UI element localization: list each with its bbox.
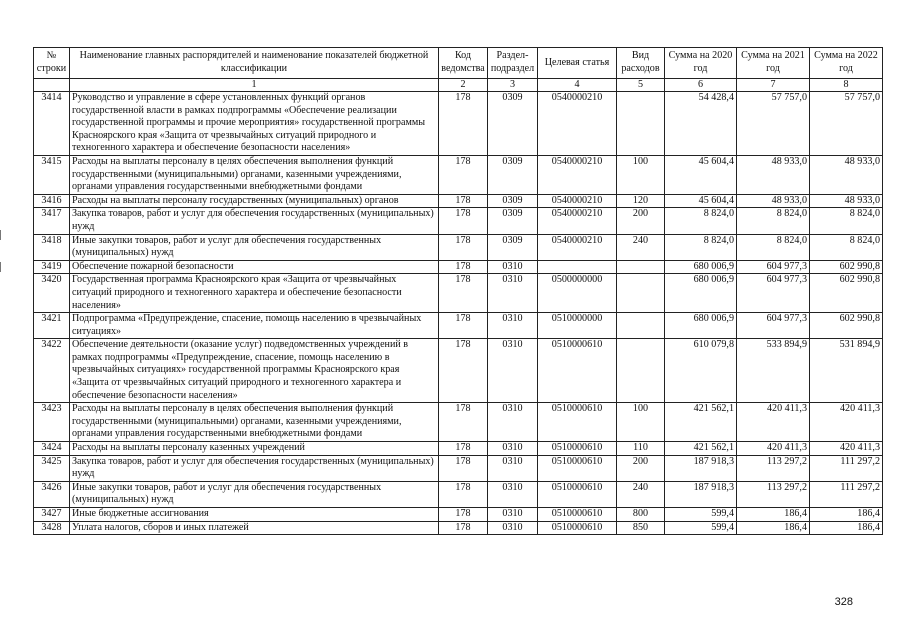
sum-2021-cell: 8 824,0 [737, 234, 810, 260]
table-body [34, 92, 883, 535]
target-article-cell: 0510000610 [538, 481, 617, 507]
header-name: Наименование главных распорядителей и наименование показателей бюджетной классификации [70, 48, 439, 79]
department-code-cell: 178 [439, 313, 488, 339]
target-article-cell [538, 260, 617, 274]
expense-type-cell [617, 313, 665, 339]
target-article-cell: 0510000610 [538, 455, 617, 481]
sum-2022-cell: 111 297,2 [810, 455, 883, 481]
name-cell: Иные закупки товаров, работ и услуг для обеспечения государственных (муниципальных) нужд [70, 481, 439, 507]
sum-2021-cell: 113 297,2 [737, 455, 810, 481]
table-header-row [34, 48, 883, 79]
sum-2022-cell: 8 824,0 [810, 208, 883, 234]
section-cell: 0309 [488, 92, 538, 156]
target-article-cell: 0510000610 [538, 339, 617, 403]
target-article-cell: 0540000210 [538, 194, 617, 208]
section-cell: 0309 [488, 234, 538, 260]
name-cell: Руководство и управление в сфере установленных функций органов государственной власти в рамках подпрограммы «Обеспечение реализации государственной программы и прочие мероприятия» государственной программы Красноярского края «Защита от чрезвычайных ситуаций природного и техногенного характера и обеспечение безопасности населения» [70, 92, 439, 156]
sum-2021-cell: 604 977,3 [737, 260, 810, 274]
sum-2020-cell: 8 824,0 [665, 234, 737, 260]
row-number-cell: 3425 [34, 455, 70, 481]
sum-2022-cell: 531 894,9 [810, 339, 883, 403]
name-cell: Расходы на выплаты персоналу государственных (муниципальных) органов [70, 194, 439, 208]
table-row [34, 339, 883, 403]
sum-2022-cell: 48 933,0 [810, 194, 883, 208]
row-number-cell: 3428 [34, 521, 70, 535]
name-cell: Расходы на выплаты персоналу казенных учреждений [70, 442, 439, 456]
expense-type-cell: 200 [617, 208, 665, 234]
expense-type-cell [617, 92, 665, 156]
row-number-cell: 3417 [34, 208, 70, 234]
sum-2021-cell: 604 977,3 [737, 313, 810, 339]
sum-2022-cell: 186,4 [810, 521, 883, 535]
department-code-cell: 178 [439, 442, 488, 456]
sum-2020-cell: 680 006,9 [665, 260, 737, 274]
table-row [34, 155, 883, 194]
name-cell: Подпрограмма «Предупреждение, спасение, помощь населению в чрезвычайных ситуациях» [70, 313, 439, 339]
header-row-number: № строки [34, 48, 70, 79]
name-cell: Закупка товаров, работ и услуг для обеспечения государственных (муниципальных) нужд [70, 208, 439, 234]
expense-type-cell [617, 274, 665, 313]
department-code-cell: 178 [439, 481, 488, 507]
section-cell: 0310 [488, 455, 538, 481]
section-cell: 0310 [488, 508, 538, 522]
expense-type-cell: 800 [617, 508, 665, 522]
sum-2021-cell: 604 977,3 [737, 274, 810, 313]
sum-2020-cell: 187 918,3 [665, 481, 737, 507]
scan-edge-mark [0, 230, 1, 240]
sum-2022-cell: 57 757,0 [810, 92, 883, 156]
section-cell: 0310 [488, 260, 538, 274]
name-cell: Закупка товаров, работ и услуг для обеспечения государственных (муниципальных) нужд [70, 455, 439, 481]
header-department-code: Код ведомства [439, 48, 488, 79]
section-cell: 0310 [488, 481, 538, 507]
column-number-row [34, 79, 883, 92]
table-row [34, 208, 883, 234]
sum-2021-cell: 48 933,0 [737, 194, 810, 208]
table-row [34, 92, 883, 156]
department-code-cell: 178 [439, 155, 488, 194]
header-sum-2022: Сумма на 2022 год [810, 48, 883, 79]
expense-type-cell: 200 [617, 455, 665, 481]
row-number-cell: 3422 [34, 339, 70, 403]
row-number-cell: 3421 [34, 313, 70, 339]
sum-2020-cell: 599,4 [665, 508, 737, 522]
sum-2022-cell: 602 990,8 [810, 274, 883, 313]
column-number: 4 [538, 79, 617, 92]
sum-2020-cell: 8 824,0 [665, 208, 737, 234]
sum-2021-cell: 533 894,9 [737, 339, 810, 403]
target-article-cell: 0540000210 [538, 234, 617, 260]
name-cell: Государственная программа Красноярского края «Защита от чрезвычайных ситуаций природного и техногенного характера и обеспечение безопасности населения» [70, 274, 439, 313]
expense-type-cell: 850 [617, 521, 665, 535]
row-number-cell: 3424 [34, 442, 70, 456]
target-article-cell: 0540000210 [538, 208, 617, 234]
expense-type-cell: 240 [617, 234, 665, 260]
sum-2020-cell: 421 562,1 [665, 442, 737, 456]
department-code-cell: 178 [439, 455, 488, 481]
sum-2020-cell: 187 918,3 [665, 455, 737, 481]
row-number-cell: 3416 [34, 194, 70, 208]
sum-2021-cell: 48 933,0 [737, 155, 810, 194]
name-cell: Иные закупки товаров, работ и услуг для обеспечения государственных (муниципальных) нужд [70, 234, 439, 260]
department-code-cell: 178 [439, 234, 488, 260]
header-sum-2021: Сумма на 2021 год [737, 48, 810, 79]
column-number: 5 [617, 79, 665, 92]
sum-2020-cell: 599,4 [665, 521, 737, 535]
table-row [34, 521, 883, 535]
department-code-cell: 178 [439, 92, 488, 156]
section-cell: 0310 [488, 521, 538, 535]
expense-type-cell: 100 [617, 403, 665, 442]
sum-2020-cell: 610 079,8 [665, 339, 737, 403]
sum-2021-cell: 8 824,0 [737, 208, 810, 234]
sum-2020-cell: 680 006,9 [665, 313, 737, 339]
row-number-cell: 3419 [34, 260, 70, 274]
sum-2021-cell: 186,4 [737, 508, 810, 522]
sum-2022-cell: 602 990,8 [810, 260, 883, 274]
department-code-cell: 178 [439, 208, 488, 234]
department-code-cell: 178 [439, 521, 488, 535]
table-row [34, 508, 883, 522]
page-number: 328 [834, 596, 853, 608]
sum-2022-cell: 420 411,3 [810, 403, 883, 442]
table-row [34, 313, 883, 339]
expense-type-cell: 240 [617, 481, 665, 507]
sum-2021-cell: 57 757,0 [737, 92, 810, 156]
column-number: 3 [488, 79, 538, 92]
row-number-cell: 3418 [34, 234, 70, 260]
sum-2020-cell: 54 428,4 [665, 92, 737, 156]
table-row [34, 260, 883, 274]
section-cell: 0309 [488, 155, 538, 194]
sum-2022-cell: 420 411,3 [810, 442, 883, 456]
target-article-cell: 0500000000 [538, 274, 617, 313]
expense-type-cell: 100 [617, 155, 665, 194]
expense-type-cell: 120 [617, 194, 665, 208]
section-cell: 0310 [488, 313, 538, 339]
sum-2020-cell: 45 604,4 [665, 155, 737, 194]
sum-2020-cell: 45 604,4 [665, 194, 737, 208]
sum-2022-cell: 186,4 [810, 508, 883, 522]
table-row [34, 455, 883, 481]
column-number: 2 [439, 79, 488, 92]
department-code-cell: 178 [439, 508, 488, 522]
table-row [34, 274, 883, 313]
name-cell: Расходы на выплаты персоналу в целях обеспечения выполнения функций государственными (муниципальными) органами, казенными учреждениями, органами управления государственными внебюджетными фондами [70, 403, 439, 442]
section-cell: 0310 [488, 274, 538, 313]
department-code-cell: 178 [439, 274, 488, 313]
section-cell: 0310 [488, 403, 538, 442]
sum-2021-cell: 420 411,3 [737, 403, 810, 442]
header-target-article: Целевая статья [538, 48, 617, 79]
target-article-cell: 0540000210 [538, 155, 617, 194]
name-cell: Иные бюджетные ассигнования [70, 508, 439, 522]
table-row [34, 194, 883, 208]
table-row [34, 481, 883, 507]
department-code-cell: 178 [439, 339, 488, 403]
name-cell: Уплата налогов, сборов и иных платежей [70, 521, 439, 535]
scan-edge-mark [0, 262, 1, 272]
header-section: Раздел-подраздел [488, 48, 538, 79]
table-row [34, 442, 883, 456]
column-number: 6 [665, 79, 737, 92]
name-cell: Обеспечение деятельности (оказание услуг) подведомственных учреждений в рамках подпрограммы «Предупреждение, спасение, помощь населению в чрезвычайных ситуациях» государственной программы Красноярского края «Защита от чрезвычайных ситуаций природного и техногенного характера и обеспечение безопасности населения» [70, 339, 439, 403]
row-number-cell: 3423 [34, 403, 70, 442]
row-number-cell: 3414 [34, 92, 70, 156]
section-cell: 0310 [488, 442, 538, 456]
table-row [34, 403, 883, 442]
column-number [34, 79, 70, 92]
sum-2020-cell: 680 006,9 [665, 274, 737, 313]
department-code-cell: 178 [439, 403, 488, 442]
sum-2021-cell: 420 411,3 [737, 442, 810, 456]
column-number: 1 [70, 79, 439, 92]
table-row [34, 234, 883, 260]
target-article-cell: 0510000000 [538, 313, 617, 339]
target-article-cell: 0510000610 [538, 442, 617, 456]
expense-type-cell [617, 260, 665, 274]
row-number-cell: 3420 [34, 274, 70, 313]
expense-type-cell [617, 339, 665, 403]
sum-2022-cell: 48 933,0 [810, 155, 883, 194]
section-cell: 0310 [488, 339, 538, 403]
target-article-cell: 0510000610 [538, 403, 617, 442]
sum-2020-cell: 421 562,1 [665, 403, 737, 442]
column-number: 7 [737, 79, 810, 92]
header-sum-2020: Сумма на 2020 год [665, 48, 737, 79]
header-expense-type: Вид расходов [617, 48, 665, 79]
row-number-cell: 3415 [34, 155, 70, 194]
budget-table [33, 47, 883, 535]
sum-2022-cell: 602 990,8 [810, 313, 883, 339]
department-code-cell: 178 [439, 260, 488, 274]
sum-2021-cell: 186,4 [737, 521, 810, 535]
sum-2022-cell: 8 824,0 [810, 234, 883, 260]
target-article-cell: 0510000610 [538, 521, 617, 535]
expense-type-cell: 110 [617, 442, 665, 456]
column-number: 8 [810, 79, 883, 92]
target-article-cell: 0510000610 [538, 508, 617, 522]
name-cell: Расходы на выплаты персоналу в целях обеспечения выполнения функций государственными (муниципальными) органами, казенными учреждениями, органами управления государственными внебюджетными фондами [70, 155, 439, 194]
sum-2022-cell: 111 297,2 [810, 481, 883, 507]
section-cell: 0309 [488, 208, 538, 234]
department-code-cell: 178 [439, 194, 488, 208]
name-cell: Обеспечение пожарной безопасности [70, 260, 439, 274]
section-cell: 0309 [488, 194, 538, 208]
row-number-cell: 3427 [34, 508, 70, 522]
target-article-cell: 0540000210 [538, 92, 617, 156]
row-number-cell: 3426 [34, 481, 70, 507]
sum-2021-cell: 113 297,2 [737, 481, 810, 507]
